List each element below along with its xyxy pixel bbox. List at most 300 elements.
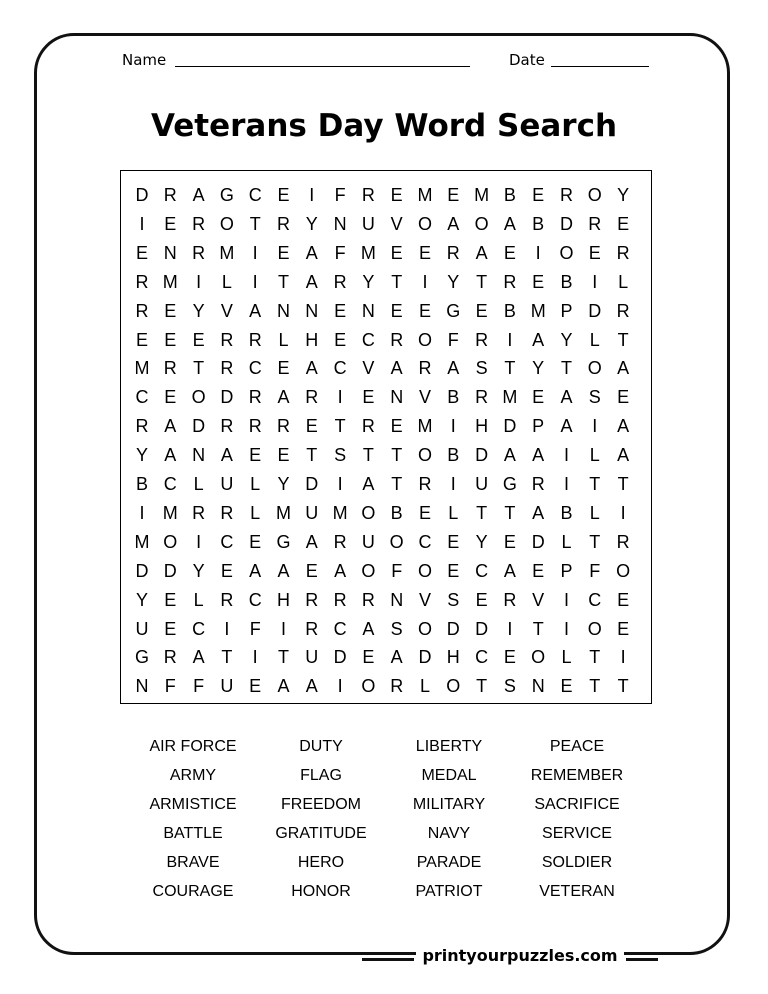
- grid-letter: U: [475, 474, 489, 494]
- word-bank-item: AIR FORCE: [149, 738, 237, 755]
- grid-letter: R: [220, 329, 234, 350]
- grid-letter: N: [163, 242, 177, 263]
- grid-letter: P: [532, 416, 545, 437]
- grid-letter: A: [617, 416, 630, 437]
- grid-letter: D: [588, 300, 602, 321]
- grid-letter: U: [361, 213, 375, 234]
- grid-letter: R: [305, 618, 319, 639]
- grid-letter: E: [588, 242, 601, 263]
- grid-letter: T: [391, 271, 403, 292]
- grid-letter: I: [422, 271, 428, 292]
- grid-letter: R: [503, 271, 517, 292]
- grid-letter: I: [196, 271, 202, 292]
- grid-letter: O: [417, 213, 432, 234]
- grid-letter: T: [561, 358, 572, 379]
- grid-letter: Y: [362, 271, 375, 292]
- grid-row: [121, 383, 651, 412]
- grid-letter: E: [390, 242, 403, 263]
- grid-letter: D: [446, 618, 460, 639]
- grid-letter: A: [362, 474, 375, 494]
- grid-letter: L: [193, 589, 204, 610]
- grid-letter: R: [333, 589, 347, 610]
- grid-row: [121, 354, 651, 383]
- grid-letter: F: [589, 560, 601, 581]
- grid-letter: D: [305, 474, 319, 494]
- grid-letter: O: [361, 676, 376, 697]
- grid-letter: S: [334, 445, 347, 466]
- grid-letter: E: [249, 676, 262, 697]
- grid-letter: A: [560, 387, 573, 408]
- grid-letter: T: [249, 213, 261, 234]
- grid-letter: O: [587, 618, 602, 639]
- grid-letter: M: [502, 387, 518, 408]
- grid-letter: A: [305, 242, 318, 263]
- grid-letter: Y: [447, 271, 460, 292]
- grid-letter: T: [362, 445, 374, 466]
- grid-letter: T: [617, 676, 629, 697]
- grid-letter: F: [334, 185, 346, 205]
- grid-letter: M: [219, 242, 235, 263]
- grid-letter: E: [164, 589, 177, 610]
- grid-letter: A: [362, 618, 375, 639]
- grid-letter: T: [334, 416, 346, 437]
- grid-letter: B: [503, 300, 516, 321]
- grid-row: [121, 441, 651, 470]
- word-bank-item: FREEDOM: [281, 796, 361, 813]
- grid-letter: L: [589, 329, 600, 350]
- grid-row: [121, 181, 651, 210]
- grid-letter: M: [162, 502, 178, 523]
- grid-letter: A: [617, 445, 630, 466]
- grid-letter: F: [249, 618, 261, 639]
- grid-letter: B: [560, 271, 573, 292]
- grid-letter: T: [476, 271, 488, 292]
- grid-letter: E: [390, 185, 403, 205]
- word-bank-item: GRATITUDE: [275, 825, 367, 842]
- grid-letter: G: [219, 185, 234, 205]
- letter-grid: [120, 170, 652, 704]
- grid-letter: T: [504, 502, 516, 523]
- grid-letter: H: [277, 589, 290, 610]
- grid-letter: L: [589, 502, 600, 523]
- grid-letter: O: [417, 618, 432, 639]
- grid-row: [121, 615, 651, 644]
- grid-letter: N: [531, 676, 545, 697]
- grid-letter: A: [277, 560, 290, 581]
- grid-letter: M: [276, 502, 291, 523]
- grid-letter: C: [192, 618, 206, 639]
- grid-letter: N: [192, 445, 206, 466]
- grid-letter: Y: [617, 185, 630, 205]
- grid-letter: A: [447, 358, 460, 379]
- grid-letter: I: [252, 647, 258, 668]
- grid-letter: B: [532, 213, 545, 234]
- grid-row: [121, 470, 651, 499]
- grid-letter: E: [164, 300, 177, 321]
- grid-row: [121, 528, 651, 557]
- grid-letter: T: [278, 647, 289, 668]
- grid-letter: R: [333, 271, 347, 292]
- grid-letter: F: [164, 676, 176, 697]
- grid-letter: M: [530, 300, 546, 321]
- grid-letter: L: [250, 502, 261, 523]
- grid-letter: O: [531, 647, 546, 668]
- grid-row: [121, 412, 651, 441]
- grid-letter: O: [474, 213, 489, 234]
- grid-letter: B: [503, 185, 516, 205]
- grid-letter: T: [391, 445, 403, 466]
- word-bank-item: MILITARY: [412, 796, 486, 813]
- grid-letter: B: [447, 387, 460, 408]
- grid-letter: R: [163, 185, 177, 205]
- grid-letter: R: [248, 416, 262, 437]
- grid-row: [121, 326, 651, 355]
- grid-letter: A: [192, 647, 205, 668]
- grid-letter: A: [475, 242, 488, 263]
- grid-letter: R: [277, 416, 290, 437]
- grid-letter: Y: [192, 300, 205, 321]
- grid-letter: E: [277, 185, 290, 205]
- grid-letter: T: [589, 647, 601, 668]
- word-bank-item: NAVY: [427, 825, 471, 842]
- grid-letter: T: [532, 618, 544, 639]
- grid-letter: S: [588, 387, 601, 408]
- grid-letter: A: [503, 213, 516, 234]
- word-bank-item: FLAG: [300, 767, 342, 784]
- grid-letter: R: [390, 329, 404, 350]
- grid-letter: C: [248, 589, 262, 610]
- grid-letter: A: [249, 300, 262, 321]
- grid-letter: R: [163, 358, 177, 379]
- grid-letter: I: [620, 647, 626, 668]
- grid-letter: A: [447, 213, 460, 234]
- grid-letter: R: [475, 329, 489, 350]
- grid-row: [121, 268, 651, 297]
- grid-letter: L: [193, 474, 204, 494]
- grid-letter: A: [532, 329, 545, 350]
- grid-letter: V: [220, 300, 233, 321]
- page-title: Veterans Day Word Search: [150, 108, 618, 144]
- word-bank-item: HONOR: [291, 883, 351, 900]
- grid-letter: A: [305, 531, 318, 552]
- grid-letter: Y: [277, 474, 290, 494]
- grid-letter: E: [418, 502, 431, 523]
- grid-letter: U: [305, 647, 319, 668]
- grid-letter: E: [475, 300, 488, 321]
- grid-letter: I: [337, 474, 343, 494]
- word-bank-item: PARADE: [416, 854, 482, 871]
- grid-letter: A: [164, 416, 177, 437]
- grid-letter: A: [617, 358, 630, 379]
- grid-row: [121, 297, 651, 326]
- grid-letter: D: [333, 647, 347, 668]
- grid-letter: U: [220, 676, 234, 697]
- grid-letter: R: [248, 387, 262, 408]
- grid-letter: R: [588, 213, 602, 234]
- grid-letter: E: [475, 589, 488, 610]
- grid-letter: R: [531, 474, 545, 494]
- grid-letter: Y: [475, 531, 488, 552]
- name-line: [175, 66, 470, 67]
- grid-letter: B: [135, 474, 148, 494]
- grid-letter: G: [446, 300, 461, 321]
- grid-letter: R: [361, 416, 375, 437]
- grid-letter: I: [563, 618, 569, 639]
- grid-letter: I: [563, 445, 569, 466]
- grid-letter: O: [587, 358, 602, 379]
- grid-letter: E: [334, 300, 347, 321]
- grid-letter: O: [163, 531, 178, 552]
- grid-letter: M: [134, 531, 150, 552]
- footer-rule-left: [362, 958, 414, 961]
- grid-letter: C: [333, 618, 347, 639]
- grid-letter: R: [220, 358, 234, 379]
- grid-letter: P: [560, 300, 573, 321]
- grid-letter: U: [361, 531, 375, 552]
- grid-letter: R: [305, 387, 319, 408]
- grid-letter: R: [616, 531, 630, 552]
- grid-letter: H: [305, 329, 319, 350]
- word-bank-item: BRAVE: [166, 854, 220, 871]
- grid-letter: E: [164, 329, 177, 350]
- grid-letter: E: [164, 213, 177, 234]
- grid-letter: E: [135, 242, 148, 263]
- grid-letter: E: [503, 531, 516, 552]
- grid-letter: A: [220, 445, 233, 466]
- grid-row: [121, 643, 651, 672]
- grid-letter: N: [390, 387, 404, 408]
- grid-letter: T: [589, 676, 601, 697]
- grid-letter: C: [475, 647, 489, 668]
- grid-letter: R: [333, 531, 347, 552]
- grid-letter: D: [475, 445, 489, 466]
- grid-letter: T: [193, 358, 205, 379]
- grid-letter: E: [362, 387, 375, 408]
- grid-letter: I: [337, 676, 343, 697]
- grid-letter: E: [418, 300, 431, 321]
- grid-letter: L: [589, 445, 600, 466]
- grid-letter: R: [446, 242, 460, 263]
- grid-letter: T: [589, 531, 601, 552]
- grid-row: [121, 672, 651, 701]
- grid-letter: O: [446, 676, 461, 697]
- grid-letter: U: [135, 618, 149, 639]
- grid-letter: A: [277, 387, 290, 408]
- word-bank-item: REMEMBER: [530, 767, 624, 784]
- grid-letter: R: [475, 387, 489, 408]
- grid-letter: I: [450, 474, 456, 494]
- grid-letter: I: [563, 474, 569, 494]
- grid-letter: R: [248, 329, 262, 350]
- grid-letter: I: [592, 271, 598, 292]
- grid-letter: D: [163, 560, 177, 581]
- grid-letter: R: [220, 502, 234, 523]
- grid-letter: F: [334, 242, 346, 263]
- grid-row: [121, 586, 651, 615]
- grid-letter: O: [417, 329, 432, 350]
- word-bank-item: PEACE: [549, 738, 605, 755]
- date-label: Date: [509, 51, 545, 69]
- footer-site: printyourpuzzles.com: [422, 946, 618, 965]
- word-bank-item: LIBERTY: [415, 738, 483, 755]
- grid-letter: O: [616, 560, 631, 581]
- grid-letter: D: [560, 213, 573, 234]
- grid-letter: M: [134, 358, 150, 379]
- grid-letter: R: [192, 242, 206, 263]
- grid-letter: I: [620, 502, 626, 523]
- grid-letter: O: [417, 560, 432, 581]
- footer-rule-right: [626, 958, 658, 961]
- grid-letter: H: [475, 416, 489, 437]
- grid-letter: R: [220, 589, 234, 610]
- grid-letter: R: [220, 416, 234, 437]
- grid-letter: E: [390, 300, 403, 321]
- grid-letter: R: [192, 502, 206, 523]
- grid-letter: R: [616, 300, 630, 321]
- grid-letter: R: [560, 185, 573, 205]
- grid-letter: E: [617, 618, 630, 639]
- grid-letter: I: [592, 416, 598, 437]
- grid-letter: I: [563, 589, 569, 610]
- grid-letter: D: [418, 647, 432, 668]
- grid-letter: D: [135, 560, 149, 581]
- grid-letter: A: [164, 445, 177, 466]
- grid-letter: R: [616, 242, 630, 263]
- date-line: [551, 66, 649, 67]
- word-bank-item: BATTLE: [163, 825, 223, 842]
- grid-letter: I: [507, 329, 513, 350]
- grid-letter: E: [277, 358, 290, 379]
- grid-letter: A: [249, 560, 262, 581]
- name-label: Name: [122, 51, 167, 69]
- grid-letter: F: [193, 676, 205, 697]
- grid-letter: R: [135, 271, 149, 292]
- grid-letter: P: [560, 560, 573, 581]
- grid-letter: Y: [135, 445, 148, 466]
- grid-letter: T: [617, 474, 629, 494]
- grid-letter: E: [532, 185, 545, 205]
- grid-letter: A: [503, 445, 516, 466]
- grid-letter: V: [418, 387, 431, 408]
- grid-letter: D: [220, 387, 234, 408]
- grid-letter: L: [278, 329, 289, 350]
- grid-letter: T: [306, 445, 318, 466]
- word-bank-item: VETERAN: [539, 883, 615, 900]
- grid-letter: O: [559, 242, 574, 263]
- word-bank-item: DUTY: [299, 738, 343, 755]
- grid-letter: O: [389, 531, 404, 552]
- grid-letter: V: [532, 589, 545, 610]
- grid-letter: A: [560, 416, 573, 437]
- grid-letter: V: [362, 358, 375, 379]
- grid-letter: E: [390, 416, 403, 437]
- grid-letter: I: [309, 185, 315, 205]
- grid-letter: I: [196, 531, 202, 552]
- grid-letter: A: [277, 676, 290, 697]
- grid-letter: G: [134, 647, 149, 668]
- grid-letter: E: [305, 416, 318, 437]
- grid-letter: T: [476, 676, 488, 697]
- grid-letter: E: [277, 445, 290, 466]
- grid-letter: A: [503, 560, 516, 581]
- grid-letter: R: [277, 213, 290, 234]
- grid-letter: T: [504, 358, 516, 379]
- word-bank-item: SERVICE: [542, 825, 612, 842]
- grid-letter: C: [248, 358, 262, 379]
- grid-letter: E: [220, 560, 233, 581]
- grid-letter: T: [391, 474, 403, 494]
- grid-letter: I: [252, 271, 258, 292]
- word-bank-item: SACRIFICE: [534, 796, 620, 813]
- grid-letter: L: [221, 271, 232, 292]
- grid-letter: E: [503, 647, 516, 668]
- grid-letter: F: [447, 329, 459, 350]
- grid-letter: B: [390, 502, 403, 523]
- word-bank-item: SOLDIER: [541, 854, 613, 871]
- grid-letter: I: [337, 387, 343, 408]
- grid-letter: A: [305, 676, 318, 697]
- grid-letter: R: [418, 358, 432, 379]
- grid-letter: A: [532, 502, 545, 523]
- grid-letter: E: [617, 589, 630, 610]
- grid-letter: B: [447, 445, 460, 466]
- grid-letter: R: [135, 416, 149, 437]
- grid-letter: U: [220, 474, 234, 494]
- grid-letter: M: [332, 502, 348, 523]
- grid-letter: U: [305, 502, 319, 523]
- grid-letter: S: [390, 618, 403, 639]
- grid-letter: C: [248, 185, 262, 205]
- grid-letter: R: [418, 474, 432, 494]
- grid-letter: M: [417, 416, 433, 437]
- grid-letter: E: [164, 387, 177, 408]
- grid-letter: S: [503, 676, 516, 697]
- grid-letter: E: [503, 242, 516, 263]
- grid-letter: T: [589, 474, 601, 494]
- grid-row: [121, 499, 651, 528]
- grid-row: [121, 557, 651, 586]
- grid-letter: R: [192, 213, 206, 234]
- grid-letter: E: [164, 618, 177, 639]
- grid-letter: E: [362, 647, 375, 668]
- grid-letter: R: [163, 647, 177, 668]
- grid-letter: C: [220, 531, 234, 552]
- grid-letter: C: [361, 329, 375, 350]
- grid-letter: A: [532, 445, 545, 466]
- word-bank-item: MEDAL: [421, 767, 477, 784]
- grid-letter: E: [135, 329, 148, 350]
- grid-letter: L: [561, 531, 572, 552]
- grid-letter: D: [503, 416, 517, 437]
- grid-letter: T: [617, 329, 629, 350]
- grid-letter: O: [191, 387, 206, 408]
- word-bank-item: HERO: [297, 854, 345, 871]
- grid-letter: A: [390, 358, 403, 379]
- grid-letter: L: [618, 271, 629, 292]
- grid-letter: N: [305, 300, 319, 321]
- grid-letter: L: [250, 474, 261, 494]
- grid-letter: M: [162, 271, 178, 292]
- grid-letter: C: [588, 589, 602, 610]
- grid-letter: R: [135, 300, 149, 321]
- grid-letter: Y: [532, 358, 545, 379]
- grid-letter: E: [249, 445, 262, 466]
- grid-letter: N: [135, 676, 149, 697]
- grid-letter: D: [192, 416, 206, 437]
- grid-letter: Y: [135, 589, 148, 610]
- grid-letter: A: [192, 185, 205, 205]
- grid-letter: B: [560, 502, 573, 523]
